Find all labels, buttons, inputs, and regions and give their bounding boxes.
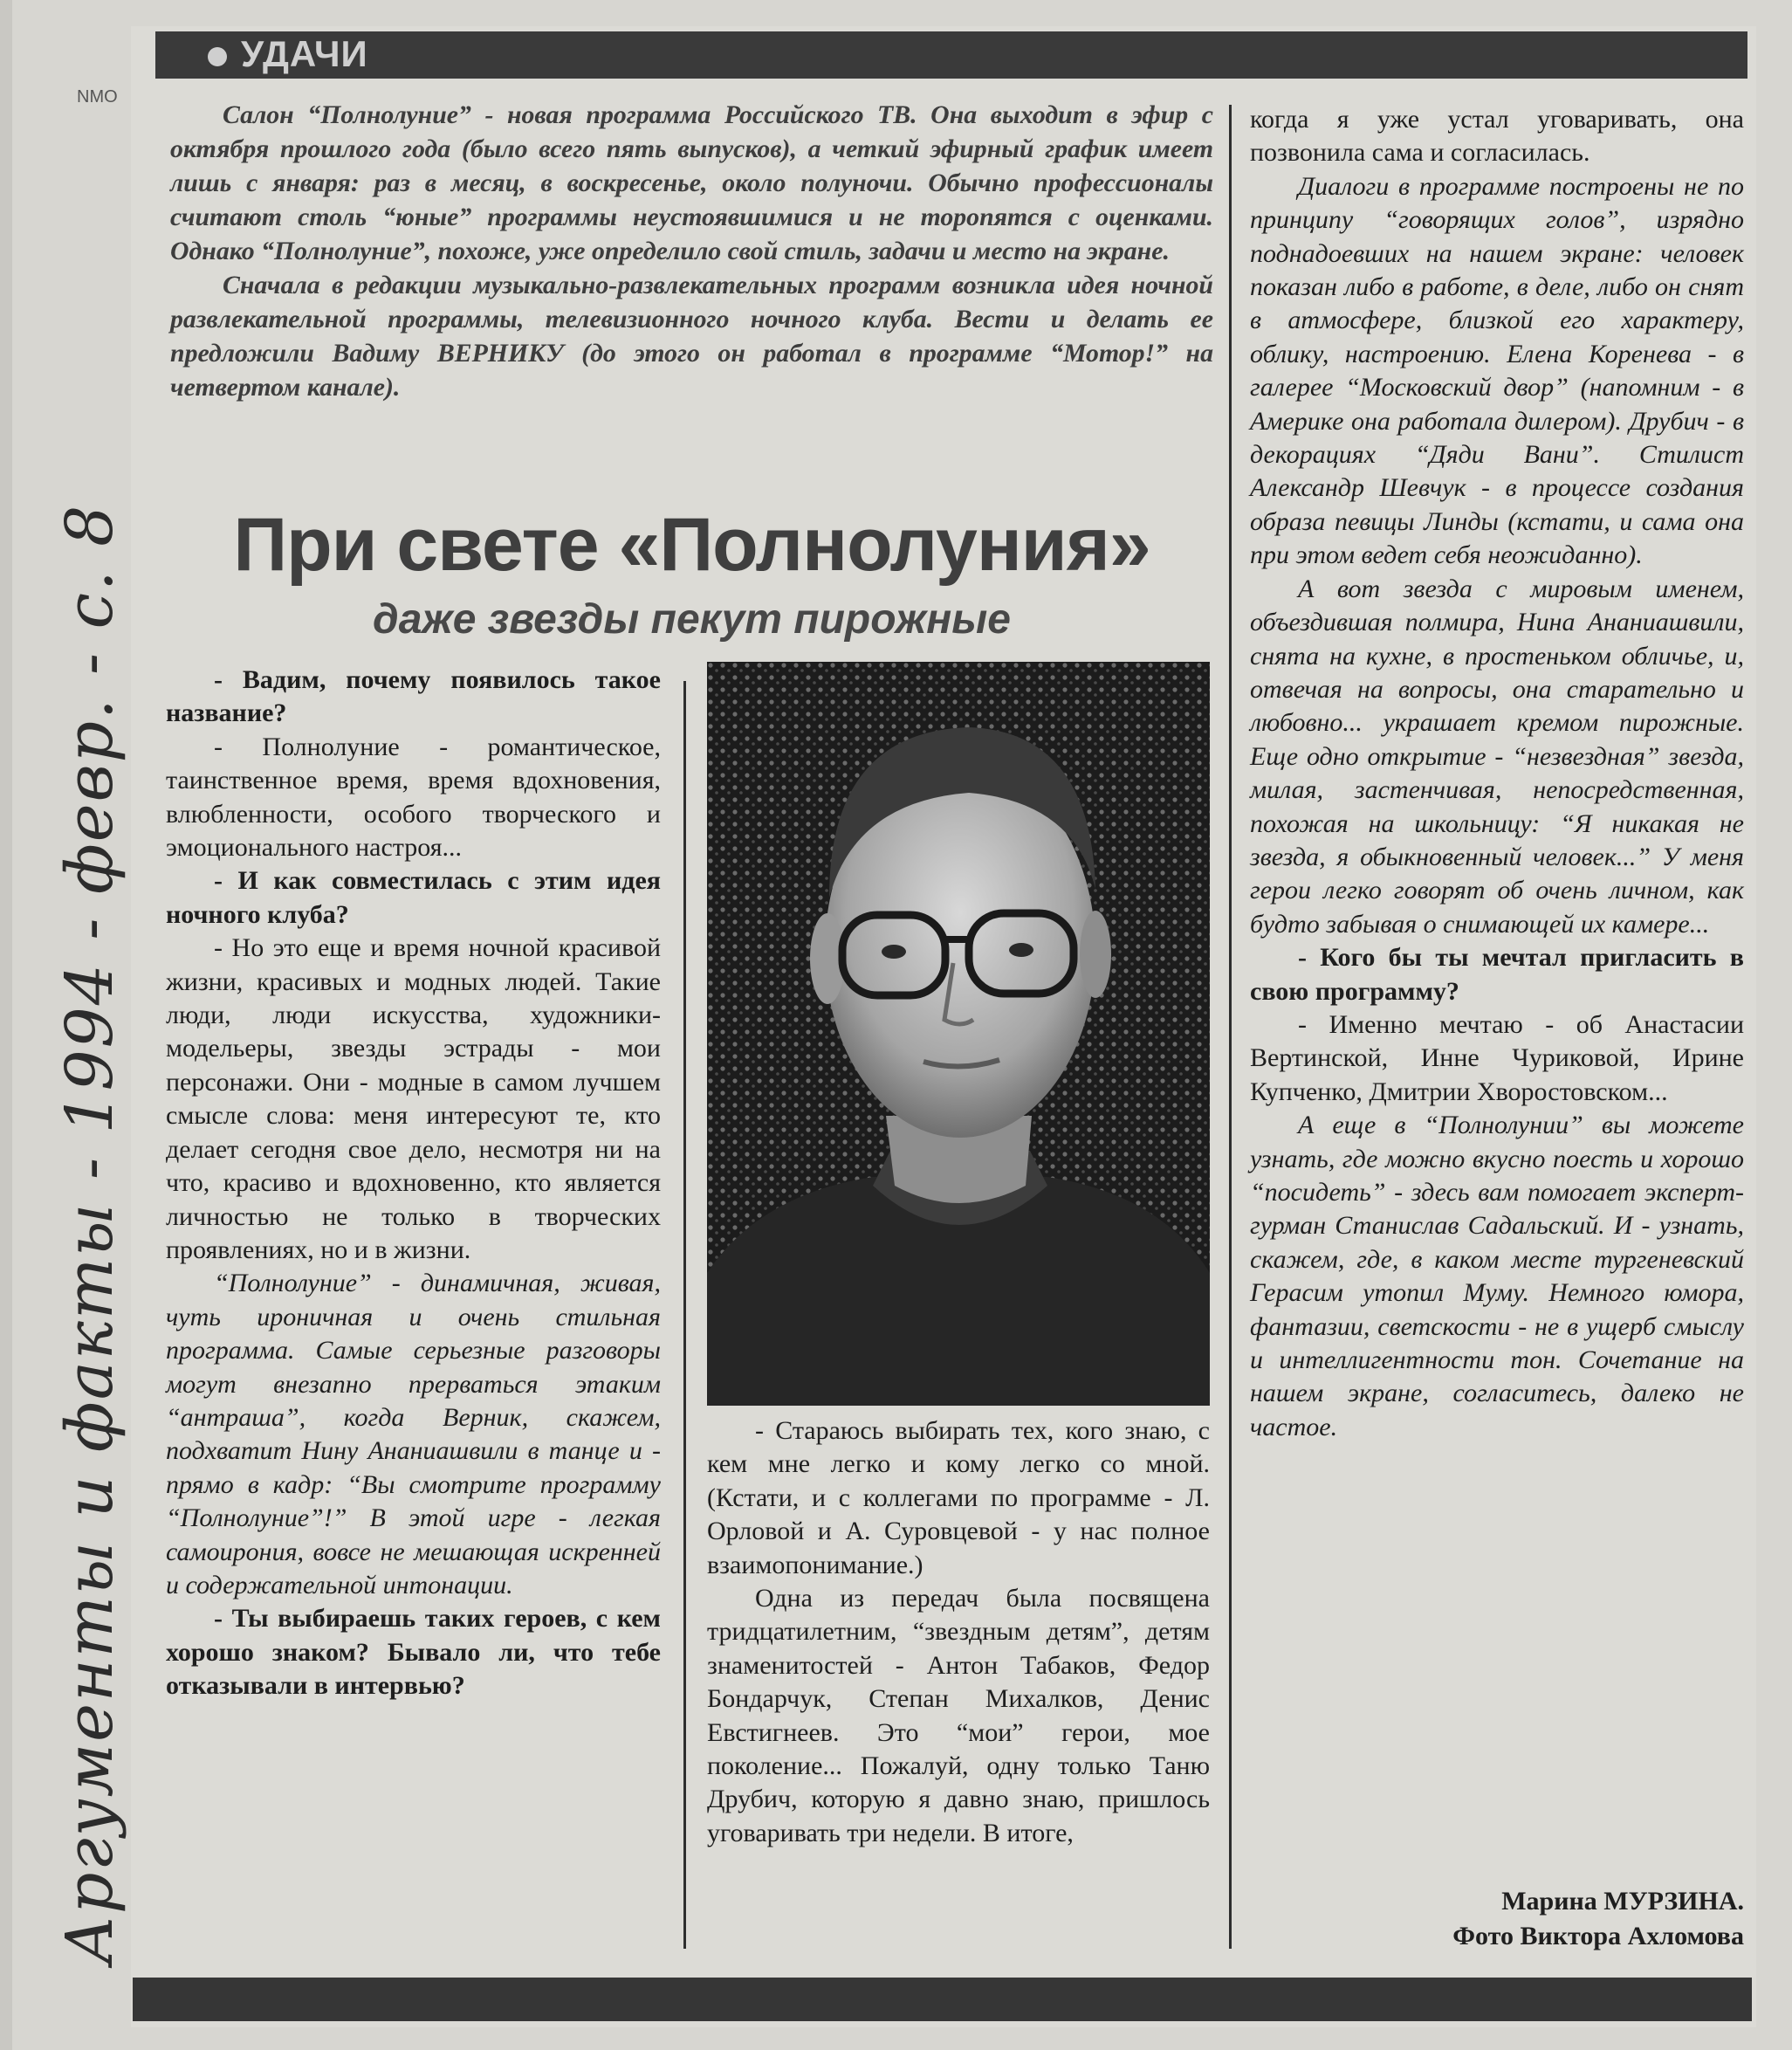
column-divider-left — [683, 681, 686, 1949]
bottom-rule-band — [133, 1978, 1752, 2021]
interview-answer: - Но это еще и время ночной красивой жизни, красивых и модных людей. Такие люди, люди искусства, художники-модельеры, звезды эстрады - мои персонажи. Они - модные в самом лучшем смысле слова: меня интересуют те, кто делает сегодня свое дело, несмотря ни на что, красиво и вдохновенно, кто является личностью не только в творческих проявлениях, но и в жизни. — [166, 933, 661, 1264]
rubric-label — [208, 33, 368, 75]
interview-question: - И как совместилась с этим идея ночного клуба? — [166, 866, 661, 929]
article-lead — [170, 98, 1213, 404]
bullet-icon — [208, 47, 227, 66]
article-column-middle — [707, 1414, 1210, 1850]
side-stamp: NMO — [77, 87, 118, 107]
interview-question: - Ты выбираешь таких героев, с кем хорошо знаком? Бывало ли, что тебе отказывали в интервью? — [166, 1604, 661, 1701]
article-column-right — [1250, 103, 1744, 1444]
article-subheadline: даже звезды пекут пирожные — [373, 596, 1011, 643]
article-column-left — [166, 664, 661, 1703]
author-name: Марина МУРЗИНА. — [1501, 1887, 1744, 1916]
lead-paragraph-2: Сначала в редакции музыкально-развлекательных программ возникла идея ночной развлекательной программы, телевизионного ночного клуба. Вести и делать ее предложили Вадиму ВЕРНИКУ (до этого он работал в программе “Мотор!” на четвертом канале). — [170, 271, 1213, 402]
rubric-text: УДАЧИ — [241, 33, 368, 74]
author-commentary: А вот звезда с мировым именем, объездившая полмира, Нина Ананиашвили, снята на кухне, в простеньком обличье, и, отвечая на вопросы, она старательно и любовно... украшает кремом пирожные. Еще одно открытие - “незвездная” звезда, милая, застенчивая, непосредственная, похожая на школьницу: “Я никакая не звезда, я обыкновенный человек...” У меня герои легко говорят об очень личном, как будто забывая о снимающей их камере... — [1250, 574, 1744, 939]
interview-answer: - Именно мечтаю - об Анастасии Вертинской, Инне Чуриковой, Ирине Купченко, Дмитрии Хворостовском... — [1250, 1009, 1744, 1106]
interview-question: - Вадим, почему появилось такое название? — [166, 665, 661, 728]
lead-paragraph-1: Салон “Полнолуние” - новая программа Российского ТВ. Она выходит в эфир с октября прошлого года (было всего пять выпусков), а четкий эфирный график имеет лишь с января: раз в месяц, в воскресенье, около полуночи. Обычно профессионалы считают столь “юные” программы неустоявшимися и не торопятся с оценками. Однако “Полнолуние”, похоже, уже определило свой стиль, задачи и место на экране. — [170, 100, 1213, 265]
interview-answer-continued: когда я уже устал уговаривать, она позвонила сама и согласилась. — [1250, 105, 1744, 168]
rubric-band — [155, 31, 1747, 79]
portrait-photo — [707, 662, 1210, 1406]
author-commentary: Диалоги в программе построены не по принципу “говорящих голов”, изрядно поднадоевших на нашем экране: человек показан либо в работе, в деле, либо он снят в атмосфере, близкой его характеру, облику, настроению. Елена Коренева - в галерее “Московский двор” (напомним - в Америке она работала дилером). Друбич - в декорациях “Дяди Вани”. Стилист Александр Шевчук - в процессе создания образа певицы Линды (кстати, и сама она при этом ведет себя неожиданно). — [1250, 171, 1744, 570]
article-headline: При свете «Полнолуния» — [233, 503, 1150, 587]
handwritten-source-note: Аргументы и факты - 1994 - февр. - с. 8 — [52, 503, 127, 1964]
interview-answer: Одна из передач была посвящена тридцатилетним, “звездным детям”, детям знаменитостей - Антон Табаков, Федор Бондарчук, Степан Михалков, Денис Евстигнеев. Это “мои” герои, мое поколение... Пожалуй, одну только Таню Друбич, которую я давно знаю, пришлось уговаривать три недели. В итоге, — [707, 1584, 1210, 1847]
interview-answer: - Полнолуние - романтическое, таинственное время, время вдохновения, влюбленности, особого творческого и эмоционального настроя... — [166, 732, 661, 863]
author-commentary: “Полнолуние” - динамичная, живая, чуть ироничная и очень стильная программа. Самые серьезные разговоры могут внезапно прерваться этаким “антраша”, когда Верник, скажем, подхватит Нину Ананиашвили в танце и - прямо в кадр: “Вы смотрите программу “Полнолуние”!” В этой игре - легкая самоирония, вовсе не мешающая искренней и содержательной интонации. — [166, 1269, 661, 1599]
scan-margin — [0, 0, 12, 2050]
interview-question: - Кого бы ты мечтал пригласить в свою программу? — [1250, 943, 1744, 1006]
byline — [1248, 1884, 1744, 1954]
author-commentary: А еще в “Полнолунии” вы можете узнать, где можно вкусно поесть и хорошо “посидеть” - здесь вам помогает эксперт-гурман Станислав Садальский. И - узнать, скажем, где, в каком месте тургеневский Герасим утопил Муму. Немного юмора, фантазии, светскости - не в ущерб смыслу и интеллигентности тон. Сочетание на нашем экране, согласитесь, далеко не частое. — [1250, 1111, 1744, 1441]
photo-credit: Фото Виктора Ахломова — [1452, 1922, 1744, 1950]
column-divider-right — [1229, 105, 1232, 1949]
interview-answer: - Стараюсь выбирать тех, кого знаю, с кем мне легко и кому легко со мной. (Кстати, и с коллегами по программе - Л. Орловой и А. Суровцевой - у нас полное взаимопонимание.) — [707, 1416, 1210, 1579]
